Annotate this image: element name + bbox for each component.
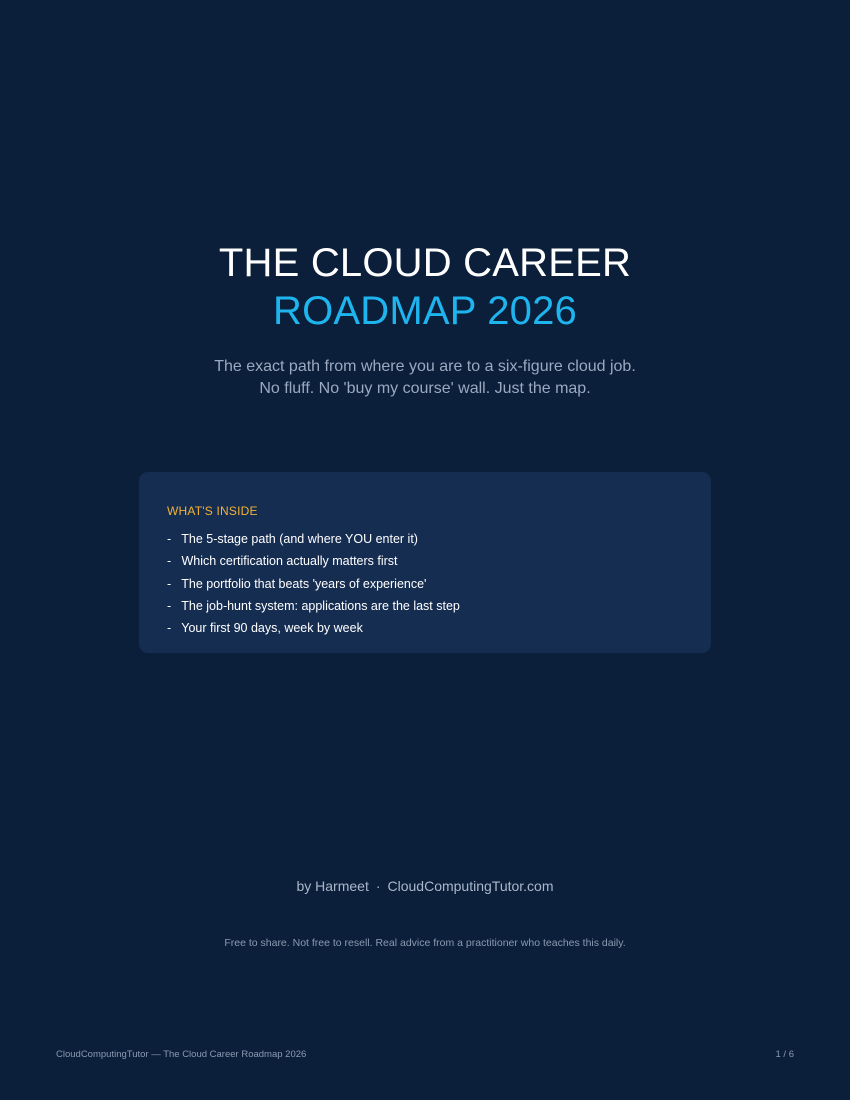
page-number: 1 / 6 [775,1049,794,1060]
whats-inside-heading: WHAT'S INSIDE [167,504,258,518]
list-item-text: The job-hunt system: applications are the last step [181,598,460,613]
byline-separator: · [375,878,381,894]
bullet-dash: - [167,598,172,613]
whats-inside-list [167,528,460,639]
list-item-text: The portfolio that beats 'years of experience' [181,576,427,591]
footer-document-title: CloudComputingTutor — The Cloud Career Roadmap 2026 [56,1049,307,1060]
bullet-dash: - [167,554,172,569]
list-item [167,550,460,572]
list-item [167,528,460,550]
list-item-text: Your first 90 days, week by week [181,621,363,636]
byline [0,877,850,895]
title-line-2: ROADMAP 2026 [272,289,578,333]
whats-inside-card [139,472,711,653]
bullet-dash: - [167,621,172,636]
list-item-text: Which certification actually matters first [181,554,398,569]
title-line-1: THE CLOUD CAREER [218,241,632,285]
list-item [167,617,460,639]
list-item-text: The 5-stage path (and where YOU enter it) [181,532,418,546]
subtitle-line-1: The exact path from where you are to a six-figure cloud job. [214,358,636,375]
bullet-dash: - [167,532,172,546]
bullet-dash: - [167,576,172,591]
subtitle-line-2: No fluff. No 'buy my course' wall. Just the map. [259,380,591,397]
website-link[interactable]: CloudComputingTutor.com [387,878,554,894]
share-notice: Free to share. Not free to resell. Real advice from a practitioner who teaches this daily. [224,937,626,949]
list-item [167,573,460,595]
author-name: by Harmeet [296,878,369,894]
list-item [167,595,460,617]
